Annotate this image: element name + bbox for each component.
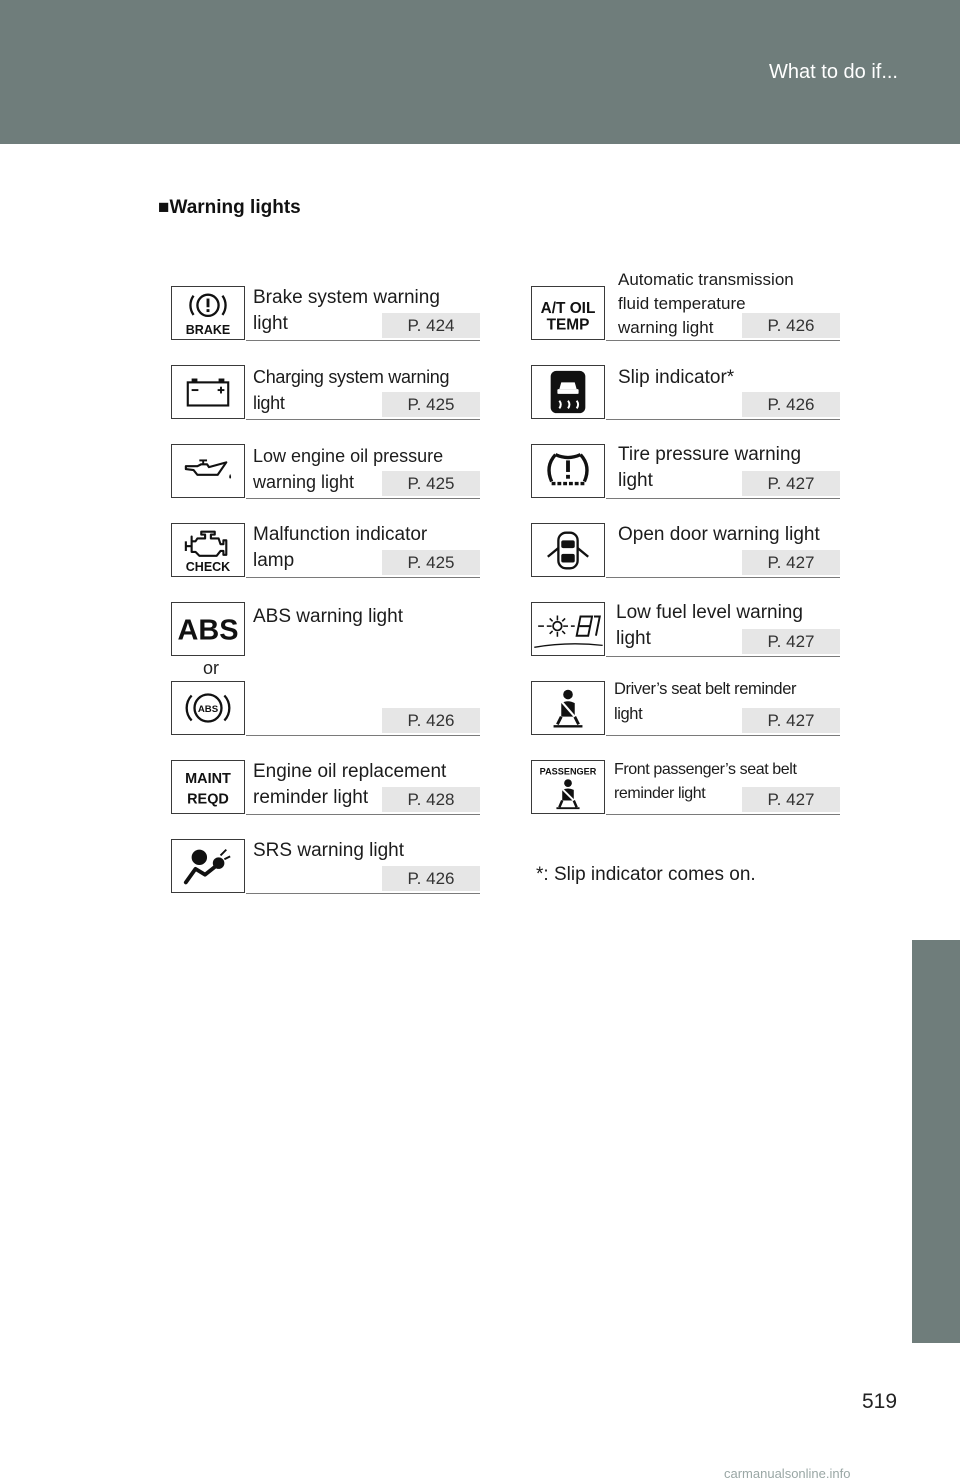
passenger-seatbelt-icon: [531, 760, 605, 814]
page-ref-srs[interactable]: P. 426: [382, 866, 480, 891]
abs-circle-icon: [171, 681, 245, 735]
divider: [246, 814, 480, 815]
label-srs: [253, 838, 404, 864]
page-ref-tire[interactable]: P. 427: [742, 471, 840, 496]
or-text: or: [203, 658, 220, 678]
divider: [606, 735, 840, 736]
page-ref-low-fuel[interactable]: P. 427: [742, 629, 840, 654]
section-marker: ■: [158, 197, 170, 218]
divider: [246, 419, 480, 420]
label-slip: [618, 365, 734, 391]
page-ref-malfunction[interactable]: P. 425: [382, 550, 480, 575]
header-title: What to do if...: [769, 61, 898, 83]
label-line: light: [614, 705, 643, 723]
divider: [606, 498, 840, 499]
divider: [246, 893, 480, 894]
reqd-text: REQD: [187, 791, 229, 808]
page-ref-driver-belt[interactable]: P. 427: [742, 708, 840, 733]
label-line: SRS warning light: [253, 840, 405, 861]
page-ref-oil-replacement[interactable]: P. 428: [382, 787, 480, 812]
page-header: [0, 0, 960, 144]
tire-pressure-icon: [531, 444, 605, 498]
divider: [606, 419, 840, 420]
brake-icon-text: BRAKE: [185, 323, 231, 338]
battery-icon: [171, 365, 245, 419]
page-ref-brake[interactable]: P. 424: [382, 313, 480, 338]
maint-reqd-icon: [171, 760, 245, 814]
footnote: *: Slip indicator comes on.: [536, 864, 756, 885]
seatbelt-icon: [531, 681, 605, 735]
label-line: Open door warning light: [618, 524, 820, 545]
label-line: Driver’s seat belt reminder: [614, 680, 797, 698]
label-abs: [253, 604, 403, 630]
page-ref-open-door[interactable]: P. 427: [742, 550, 840, 575]
at-oil-text: A/T OIL: [540, 300, 596, 317]
divider: [246, 340, 480, 341]
divider: [606, 814, 840, 815]
abs-icon-text: ABS: [177, 614, 239, 647]
page-ref-passenger-belt[interactable]: P. 427: [742, 787, 840, 812]
check-icon-text: CHECK: [185, 560, 231, 575]
label-line: light: [616, 628, 651, 649]
label-line: Malfunction indicator: [253, 524, 428, 545]
divider: [606, 656, 840, 657]
page-number: 519: [862, 1390, 898, 1413]
label-line: ABS warning light: [253, 606, 403, 627]
label-line: Low fuel level warning: [616, 602, 803, 623]
label-line: warning light: [253, 472, 355, 492]
abs-circle-text: ABS: [197, 703, 219, 715]
brake-warning-icon: [171, 286, 245, 340]
label-line: fluid temperature: [618, 294, 746, 313]
label-line: light: [618, 470, 653, 491]
chapter-tab: [912, 940, 960, 1343]
passenger-text: PASSENGER: [539, 766, 597, 777]
label-line: lamp: [253, 550, 295, 571]
label-line: Low engine oil pressure: [253, 446, 444, 466]
label-line: reminder light: [614, 785, 706, 802]
divider: [246, 577, 480, 578]
label-line: Charging system warning: [253, 367, 450, 387]
slip-indicator-icon: [531, 365, 605, 419]
label-line: light: [253, 313, 288, 334]
divider: [246, 498, 480, 499]
low-fuel-icon: [531, 602, 605, 656]
page-ref-charging[interactable]: P. 425: [382, 392, 480, 417]
page-ref-oil-pressure[interactable]: P. 425: [382, 471, 480, 496]
maint-text: MAINT: [185, 771, 231, 788]
label-line: Tire pressure warning: [618, 444, 802, 465]
divider: [246, 735, 480, 736]
label-open-door: [618, 522, 820, 548]
at-oil-temp-icon: [531, 286, 605, 340]
label-line: Automatic transmission: [618, 270, 794, 289]
label-line: light: [253, 393, 285, 413]
label-line: warning light: [618, 318, 714, 337]
label-line: Brake system warning: [253, 287, 440, 308]
label-line: reminder light: [253, 787, 369, 808]
open-door-icon: [531, 523, 605, 577]
divider: [606, 340, 840, 341]
page-ref-slip[interactable]: P. 426: [742, 392, 840, 417]
section-title: [158, 197, 301, 219]
engine-check-icon: [171, 523, 245, 577]
page-ref-at-temp[interactable]: P. 426: [742, 313, 840, 338]
label-line: Engine oil replacement: [253, 761, 447, 782]
divider: [606, 577, 840, 578]
page-ref-abs[interactable]: P. 426: [382, 708, 480, 733]
airbag-icon: [171, 839, 245, 893]
section-title-text: Warning lights: [169, 197, 301, 218]
oil-can-icon: [171, 444, 245, 498]
abs-text-icon: [171, 602, 245, 656]
watermark: carmanualsonline.info: [724, 1466, 851, 1481]
label-line: Front passenger’s seat belt: [614, 761, 797, 778]
label-line: Slip indicator*: [618, 367, 735, 388]
temp-text: TEMP: [546, 316, 590, 334]
